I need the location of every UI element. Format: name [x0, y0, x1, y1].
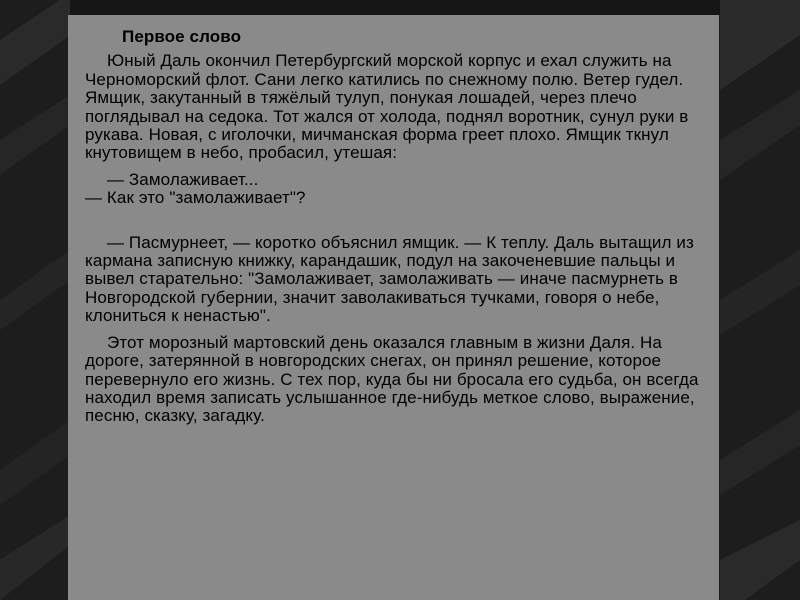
paragraph-intro: Юный Даль окончил Петербургский морской корпус и ехал служить на Черноморский флот. Сани легко катились по снежному полю. Ветер гудел. Ямщик, закутанный в тяжёлый тулуп, понукая лошадей, через плечо поглядывал на седока. Тот жался от холода, поднял воротник, сунул руки в рукава. Новая, с иголочки, мичманская форма греет плохо. Ямщик ткнул кнутовищем в небо, пробасил, утешая:	[85, 51, 689, 163]
slide-heading: Первое слово	[122, 27, 242, 46]
text-block	[85, 28, 715, 426]
paragraph-conclusion: Этот морозный мартовский день оказался главным в жизни Даля. На дороге, затерянной в новгородских снегах, он принял решение, которое перевернуло его жизнь. С тех пор, куда бы ни бросала его судьба, он всегда находил время записать услышанное где-нибудь меткое слово, выражение, песню, сказку, загадку.	[85, 332, 699, 426]
dialog-line-2: — Как это "замолаживает"?	[85, 188, 306, 208]
dialog-line-1: — Замолаживает...	[107, 169, 259, 189]
dialog-line-3: — Пасмурнеет, — коротко объяснил ямщик. — К теплу. Даль вытащил из кармана записную книжку, карандашик, подул на закоченевшие пальцы и вывел старательно: "Замолаживает, замолаживать — иначе пасмурнеть в Новгородской губернии, значит заволакиваться тучками, говоря о небе, клониться к ненастью".	[85, 232, 694, 326]
